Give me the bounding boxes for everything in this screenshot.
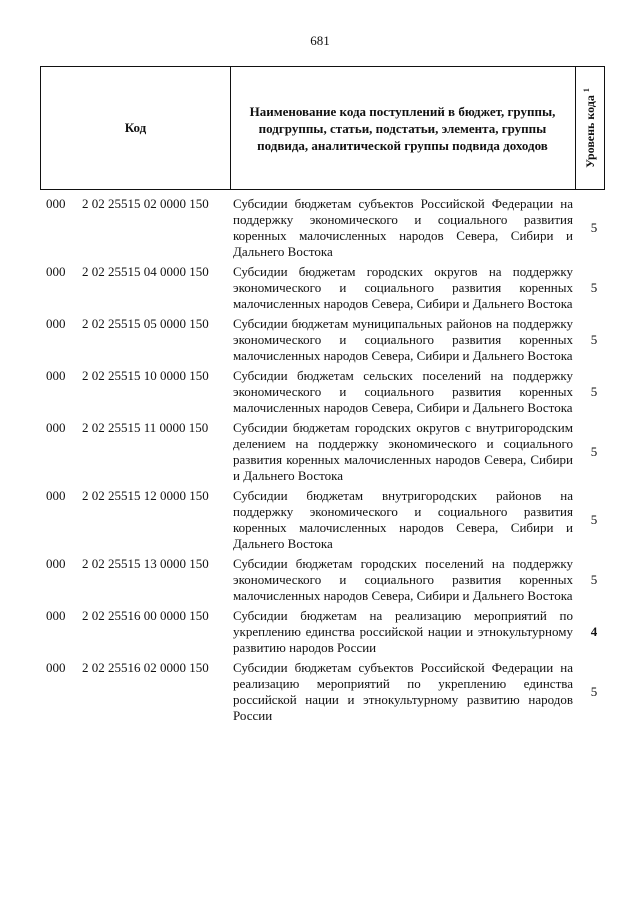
row-code: 2 02 25515 04 0000 150 [82, 264, 209, 279]
row-code: 2 02 25515 02 0000 150 [82, 196, 209, 211]
table-row [0, 556, 640, 604]
row-level: 5 [590, 280, 598, 295]
row-description: Субсидии бюджетам субъектов Российской Федерации на реализацию мероприятий по укреплению единства российской нации и этнокультурному развитию народов России [233, 660, 573, 723]
row-description: Субсидии бюджетам сельских поселений на поддержку экономического и социального развития коренных малочисленных народов Севера, Сибири и Дальнего Востока [233, 368, 573, 415]
header-level-text [582, 88, 598, 168]
row-description: Субсидии бюджетам городских округов на поддержку экономического и социального развития коренных малочисленных народов Севера, Сибири и Дальнего Востока [233, 264, 573, 311]
row-code: 2 02 25515 13 0000 150 [82, 556, 209, 571]
row-description: Субсидии бюджетам муниципальных районов на поддержку экономического и социального развития коренных малочисленных народов Севера, Сибири и Дальнего Востока [233, 316, 573, 363]
header-code: Код [41, 67, 231, 189]
table-body [0, 196, 640, 724]
table-row [0, 196, 640, 260]
row-code: 2 02 25516 00 0000 150 [82, 608, 209, 623]
row-level: 5 [590, 512, 598, 527]
row-code: 2 02 25516 02 0000 150 [82, 660, 209, 675]
row-level: 4 [590, 624, 598, 639]
table-row [0, 368, 640, 416]
table-row [0, 316, 640, 364]
header-name: Наименование кода поступлений в бюджет, группы, подгруппы, статьи, подстатьи, элемента, группы подвида, аналитической группы подвида доходов [230, 67, 576, 189]
header-level [576, 67, 604, 189]
table-row [0, 660, 640, 724]
row-level: 5 [590, 384, 598, 399]
header-level-footnote: 1 [582, 88, 591, 93]
row-prefix: 000 [46, 264, 66, 279]
row-level: 5 [590, 572, 598, 587]
table-row [0, 264, 640, 312]
row-code: 2 02 25515 10 0000 150 [82, 368, 209, 383]
row-prefix: 000 [46, 316, 66, 331]
row-level: 5 [590, 220, 598, 235]
row-prefix: 000 [46, 660, 66, 675]
row-prefix: 000 [46, 420, 66, 435]
row-prefix: 000 [46, 608, 66, 623]
row-prefix: 000 [46, 196, 66, 211]
page-number: 681 [310, 33, 330, 48]
row-level: 5 [590, 332, 598, 347]
row-prefix: 000 [46, 556, 66, 571]
row-code: 2 02 25515 11 0000 150 [82, 420, 209, 435]
row-prefix: 000 [46, 488, 66, 503]
row-code: 2 02 25515 05 0000 150 [82, 316, 209, 331]
row-prefix: 000 [46, 368, 66, 383]
header-level-label: Уровень кода [583, 95, 597, 168]
row-description: Субсидии бюджетам внутригородских районов на поддержку экономического и социального развития коренных малочисленных народов Севера, Сибири и Дальнего Востока [233, 488, 573, 551]
table-row [0, 608, 640, 656]
row-code: 2 02 25515 12 0000 150 [82, 488, 209, 503]
row-level: 5 [590, 444, 598, 459]
row-description: Субсидии бюджетам на реализацию мероприятий по укреплению единства российской нации и этнокультурному развитию народов России [233, 608, 573, 655]
table-row [0, 488, 640, 552]
table-header [40, 66, 605, 190]
row-level: 5 [590, 684, 598, 699]
row-description: Субсидии бюджетам субъектов Российской Федерации на поддержку экономического и социального развития коренных малочисленных народов Севера, Сибири и Дальнего Востока [233, 196, 573, 259]
row-description: Субсидии бюджетам городских округов с внутригородским делением на поддержку экономического и социального развития коренных малочисленных народов Севера, Сибири и Дальнего Востока [233, 420, 573, 483]
row-description: Субсидии бюджетам городских поселений на поддержку экономического и социального развития коренных малочисленных народов Севера, Сибири и Дальнего Востока [233, 556, 573, 603]
table-row [0, 420, 640, 484]
